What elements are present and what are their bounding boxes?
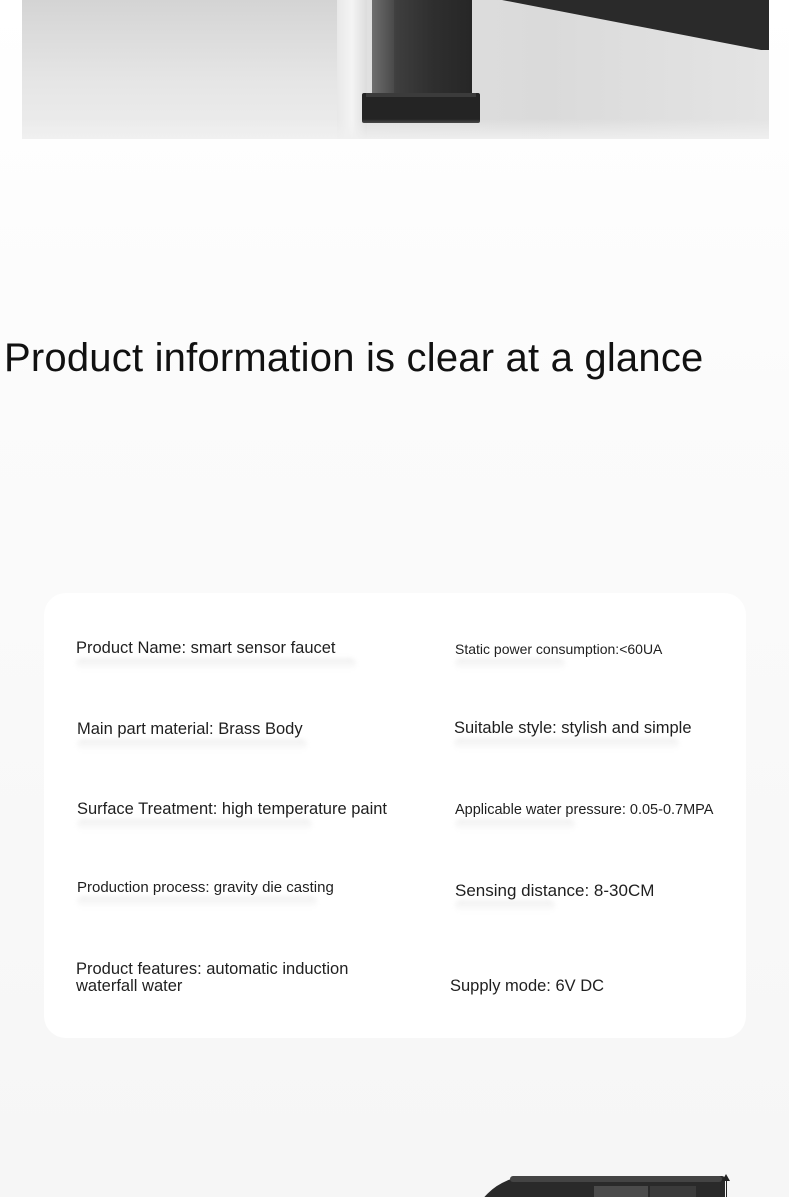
faucet-base-top — [366, 93, 476, 97]
spec-water-pressure-text: Applicable water pressure: 0.05-0.7MPA — [455, 802, 714, 818]
spec-product-name — [76, 640, 336, 657]
text-reflection — [455, 819, 575, 831]
faucet-panel — [650, 1186, 696, 1197]
top-product-photo — [22, 0, 769, 139]
text-reflection — [77, 896, 317, 908]
spec-process-text: Production process: gravity die casting — [77, 879, 334, 896]
counter-shadow — [22, 119, 769, 139]
spec-water-pressure — [455, 802, 713, 819]
bottom-product-image — [470, 1172, 740, 1197]
shelf — [502, 0, 769, 50]
spec-sensing — [455, 882, 654, 899]
spec-surface-text: Surface Treatment: high temperature paint — [77, 800, 388, 818]
spec-style-text: Suitable style: stylish and simple — [454, 719, 692, 737]
text-reflection — [77, 739, 307, 751]
spec-supply-text: Supply mode: 6V DC — [450, 977, 605, 995]
dimension-arrow-icon — [722, 1174, 730, 1181]
spec-style — [454, 720, 692, 737]
faucet-spout-top — [510, 1176, 722, 1182]
section-title: Product information is clear at a glance — [4, 336, 704, 380]
spec-sensing-text: Sensing distance: 8-30CM — [455, 881, 655, 900]
spec-features-line1: Product features: automatic induction — [76, 960, 349, 978]
text-reflection — [76, 658, 356, 670]
spec-material-text: Main part material: Brass Body — [77, 720, 303, 738]
spec-material — [77, 721, 303, 738]
faucet-stem-highlight — [372, 0, 394, 102]
spec-product-name-text: Product Name: smart sensor faucet — [76, 639, 336, 657]
spec-features — [76, 961, 348, 995]
text-reflection — [77, 819, 312, 831]
text-reflection — [454, 738, 679, 750]
spec-static-power-text: Static power consumption:<60UA — [455, 641, 663, 657]
spec-features-line2: waterfall water — [76, 977, 183, 995]
spec-supply — [450, 978, 604, 995]
faucet-panel — [594, 1186, 648, 1197]
spec-static-power — [455, 641, 662, 658]
spec-surface — [77, 801, 387, 818]
text-reflection — [455, 658, 565, 670]
text-reflection — [455, 900, 555, 912]
product-info-card — [44, 593, 746, 1038]
spec-process — [77, 879, 334, 896]
